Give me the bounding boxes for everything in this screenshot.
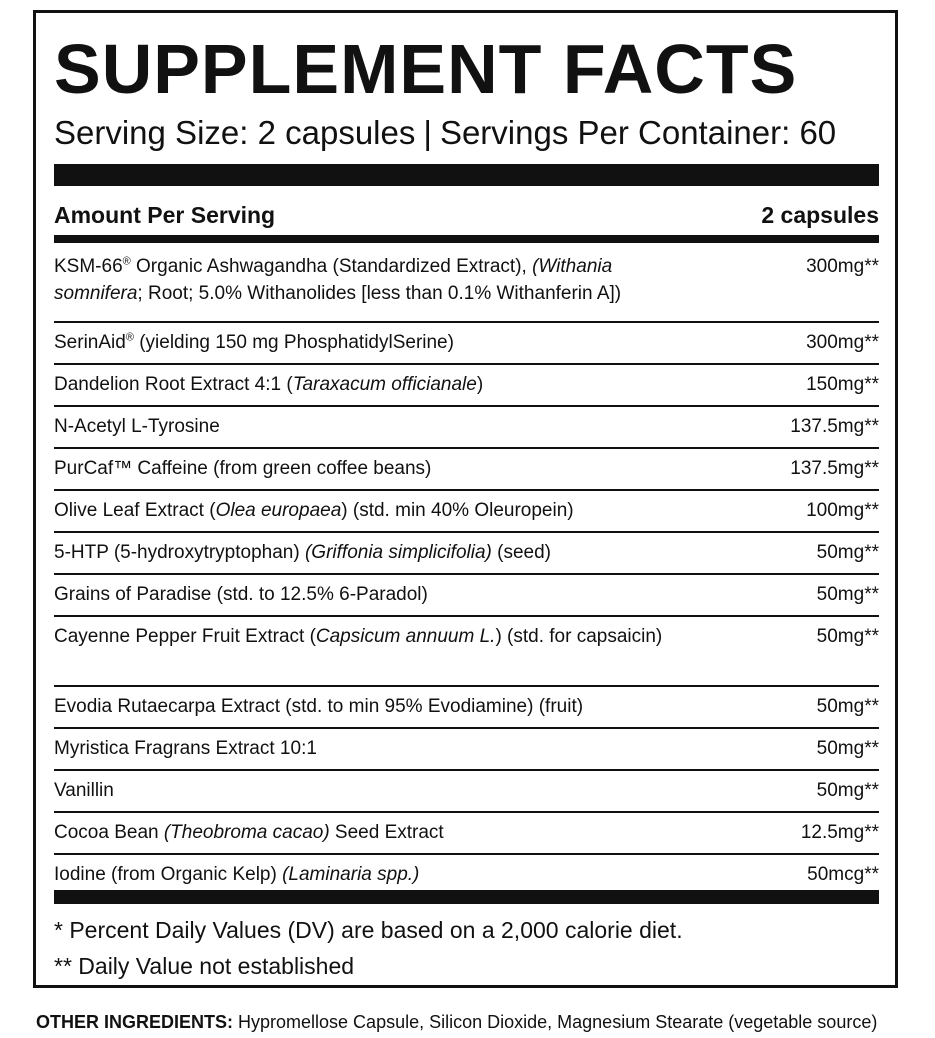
ingredient-text: (yielding 150 mg PhosphatidylSerine): [133, 332, 454, 353]
ingredient-row: [54, 687, 879, 729]
ingredient-text: N-Acetyl L-Tyrosine: [54, 416, 220, 437]
registered-mark: ®: [122, 255, 131, 268]
ingredient-latin-name: (Theobroma cacao): [163, 822, 330, 843]
ingredient-latin-name: Capsicum annuum L.: [315, 626, 496, 647]
ingredient-row: [54, 323, 879, 365]
ingredient-amount: 50mg**: [816, 738, 879, 759]
ingredient-name: [54, 539, 694, 566]
ingredient-row: [54, 365, 879, 407]
ingredient-row: [54, 813, 879, 855]
ingredient-row: [54, 771, 879, 813]
ingredient-list: [54, 247, 879, 897]
ingredient-text: KSM-66: [54, 256, 123, 277]
footnote-not-established: ** Daily Value not established: [54, 953, 355, 979]
ingredient-text: Cocoa Bean: [54, 822, 164, 843]
thick-divider-top: [54, 164, 879, 186]
thick-divider-bottom: [54, 890, 879, 904]
serving-info: [54, 113, 884, 153]
ingredient-name: [54, 693, 694, 720]
ingredient-text: ): [476, 374, 484, 395]
ingredient-amount: 50mg**: [816, 696, 879, 717]
ingredient-amount: 50mg**: [816, 626, 879, 647]
ingredient-text: ; Root; 5.0% Withanolides [less than 0.1% Withanferin A]): [137, 283, 622, 304]
ingredient-row: [54, 407, 879, 449]
other-ingredients-value: Hypromellose Capsule, Silicon Dioxide, Magnesium Stearate (vegetable source): [233, 1012, 878, 1032]
ingredient-name: [54, 777, 694, 804]
ingredient-text: ) (std. for capsaicin): [495, 626, 663, 647]
ingredient-text: Dandelion Root Extract 4:1 (: [54, 374, 293, 395]
ingredient-name: [54, 413, 694, 440]
ingredient-text: SerinAid: [54, 332, 126, 353]
servings-per-container: Servings Per Container: 60: [439, 114, 837, 151]
ingredient-row: [54, 533, 879, 575]
ingredient-text: Seed Extract: [329, 822, 444, 843]
panel-title: SUPPLEMENT FACTS: [54, 30, 798, 108]
ingredient-text: Organic Ashwagandha (Standardized Extract),: [130, 256, 533, 277]
ingredient-latin-name: (Griffonia simplicifolia): [304, 542, 492, 563]
ingredient-amount: 300mg**: [806, 332, 879, 353]
ingredient-text: 5-HTP (5-hydroxytryptophan): [54, 542, 305, 563]
ingredient-amount: 50mcg**: [807, 864, 879, 885]
ingredient-amount: 12.5mg**: [800, 822, 879, 843]
ingredient-text: Vanillin: [54, 780, 114, 801]
amount-per-serving-value: 2 capsules: [761, 202, 879, 228]
ingredient-text: Iodine (from Organic Kelp): [54, 864, 283, 885]
ingredient-name: [54, 253, 694, 307]
ingredient-amount: 100mg**: [806, 500, 879, 521]
ingredient-amount: 300mg**: [806, 256, 879, 277]
ingredient-name: [54, 329, 694, 356]
serving-separator: |: [423, 114, 432, 151]
ingredient-amount: 50mg**: [816, 542, 879, 563]
ingredient-row: [54, 449, 879, 491]
amount-per-serving-header: [54, 197, 879, 233]
medium-divider: [54, 235, 879, 243]
ingredient-row: [54, 617, 879, 687]
ingredient-row: [54, 729, 879, 771]
ingredient-amount: 50mg**: [816, 584, 879, 605]
ingredient-name: [54, 623, 694, 650]
amount-per-serving-label: Amount Per Serving: [54, 202, 276, 228]
ingredient-text: Myristica Fragrans Extract 10:1: [54, 738, 317, 759]
ingredient-name: [54, 819, 694, 846]
ingredient-name: [54, 497, 694, 524]
ingredient-name: [54, 735, 694, 762]
ingredient-text: ) (std. min 40% Oleuropein): [341, 500, 574, 521]
footnote-dv: * Percent Daily Values (DV) are based on a 2,000 calorie diet.: [54, 917, 683, 943]
ingredient-text: Olive Leaf Extract (: [54, 500, 216, 521]
serving-size: Serving Size: 2 capsules: [54, 114, 416, 151]
ingredient-latin-name: Olea europaea: [215, 500, 342, 521]
supplement-facts-panel: [33, 10, 898, 988]
ingredient-text: Grains of Paradise (std. to 12.5% 6-Paradol): [54, 584, 428, 605]
ingredient-name: [54, 861, 694, 888]
ingredient-amount: 50mg**: [816, 780, 879, 801]
other-ingredients: [36, 1010, 916, 1034]
ingredient-text: (seed): [491, 542, 551, 563]
ingredient-name: [54, 455, 694, 482]
ingredient-name: [54, 371, 694, 398]
ingredient-text: Evodia Rutaecarpa Extract (std. to min 95% Evodiamine) (fruit): [54, 696, 584, 717]
ingredient-latin-name: (Laminaria spp.): [282, 864, 420, 885]
ingredient-row: [54, 491, 879, 533]
ingredient-amount: 137.5mg**: [790, 458, 879, 479]
ingredient-row: [54, 575, 879, 617]
ingredient-latin-name: (Withania somnifera: [54, 256, 613, 304]
ingredient-amount: 150mg**: [806, 374, 879, 395]
ingredient-amount: 137.5mg**: [790, 416, 879, 437]
registered-mark: ®: [125, 331, 134, 344]
ingredient-row: [54, 247, 879, 323]
ingredient-latin-name: Taraxacum officianale: [292, 374, 477, 395]
ingredient-text: PurCaf™ Caffeine (from green coffee beans): [54, 458, 432, 479]
other-ingredients-label: OTHER INGREDIENTS:: [36, 1012, 234, 1032]
ingredient-name: [54, 581, 694, 608]
ingredient-text: Cayenne Pepper Fruit Extract (: [54, 626, 316, 647]
